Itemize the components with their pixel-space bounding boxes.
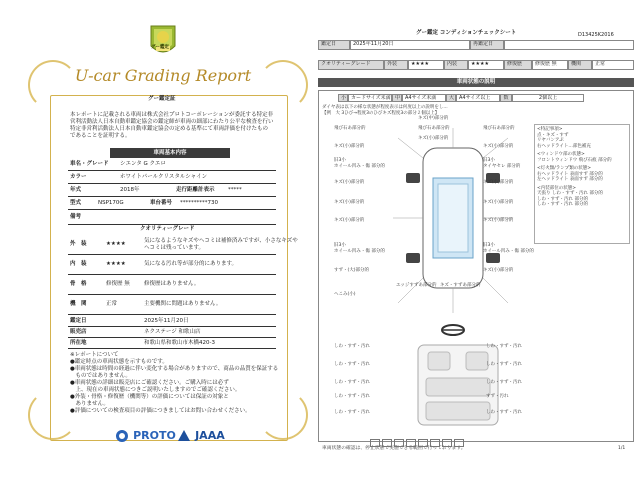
damage-label: キズ(小)部分的 [483,180,514,185]
interior-label: しわ・すず・汚れ [334,362,371,367]
damage-label: キズ(小)部分的 [483,144,514,149]
size-key: 大 [446,94,456,102]
special-line: <内装部位の状態> [537,185,577,191]
goo-badge-icon [148,24,178,58]
certificate-notes [70,352,278,415]
interior-label: しわ・すず・汚れ [486,380,523,385]
doc-number: D13425K2016 [578,32,614,38]
damage-label: 旧3小 ホイール凹み・傷 部分的 [334,243,385,254]
interior-diagram [408,340,508,434]
intro-line: 営利活動法人日本自動車鑑定協会の鑑定師が車両の細部にわたり公平な検査を行い [70,119,274,125]
certificate-subtitle: グー鑑定証 [148,96,176,102]
checkbox-icon [430,439,440,447]
ornament-corner-icon [28,60,78,110]
issue-row [68,339,276,349]
row-label: 型式 [70,200,82,206]
grade-key: 機関 [568,60,592,70]
checkbox-icon [382,439,392,447]
interior-label: すず・汚れ [486,394,509,399]
grading-certificate [8,0,308,480]
page-number: 1/1 [618,446,626,451]
size-value: カードサイズ未満 [348,94,392,102]
row-label: 年式 [70,187,82,193]
checkbox-icon [442,439,452,447]
special-line: 天張り しわ・すず・汚れ 部分的 [537,191,603,196]
quality-grade-label: クオリティーグレード [318,60,384,70]
footer-boxes [370,432,466,451]
issue-label: 所在地 [70,340,87,346]
damage-label: キズ(小)部分的 [418,136,449,141]
note-line: ●鑑定時点の車両状態を示すものです。 [70,359,168,365]
checkbox-icon [454,439,464,447]
size-key: 中 [392,94,402,102]
interior-label: しわ・すず・汚れ [486,410,523,415]
quality-label: 外 装 [70,241,87,247]
damage-label: 旧3小 ホイール凹み・傷 部分的 [334,158,385,169]
size-value: 2個以上 [512,94,584,102]
quality-stars: ★★★★ [106,241,126,247]
row-value: ***** [228,187,242,193]
row-label: 走行距離計表示 [176,187,215,193]
size-value: A4サイズ未満 [402,94,446,102]
footer-note: 車両状態の確認は、停止状態で実施できる範囲で行っております。 [322,446,466,451]
interior-label: しわ・すず・汚れ [486,344,523,349]
quality-desc: 気になるようなキズやヘコミは補修済みですが、小さなキズや ヘコミは残っています。 [144,238,298,251]
checkbox-icon [406,439,416,447]
row-value: ホワイトパールクリスタルシャイン [120,174,208,180]
checkbox-icon [370,439,380,447]
damage-label: キズ(小)部分的 [334,200,365,205]
date-value: 2025年11月20日 [350,40,470,50]
damage-label: 旧3小 タイヤセレ 部分的 [483,158,521,169]
interior-label: しわ・すず・汚れ [334,394,371,399]
special-line: 左ヘッドライト 表面すず 部分的 [537,177,603,182]
date-label: 鑑定日 [318,40,350,50]
intro-text [70,112,274,140]
vehicle-row [68,159,276,171]
special-notes [534,124,630,244]
note-line: ●外装・骨格・修復歴（機関等）の評価については保証の対象と [70,394,229,400]
intro-line: 本レポートに記載される車両は株式会社プロトコーポレーションが委託する特定非 [70,112,274,118]
quality-desc: 気になる汚れ等が部分的にあります。 [144,261,238,267]
row-value: **********730 [180,200,218,206]
issue-row [68,317,276,327]
intro-line: 特定非営利活動法人日本自動車鑑定協会の定める基準にて車両評価を付けたもの [70,126,269,132]
quality-stars: 修復歴 無 [106,281,130,287]
grade-key: 内装 [444,60,468,70]
note-line: ものではありません。 [70,373,131,379]
legend-line: 【例 大 3ひび→程度3のひびキズ程度3の部分２個以上】 [322,111,440,116]
size-key: 小 [338,94,348,102]
interior-label: しわ・すず・汚れ [334,410,371,415]
proto-logo-text: PROTO [133,429,176,442]
row-value: NSP170G [98,200,124,206]
interior-label: しわ・すず・汚れ [486,362,523,367]
damage-label: キズ(小)部分的 [334,144,365,149]
proto-logo [116,425,176,444]
grade-key: 修復歴 [504,60,532,70]
damage-label: 飛び石あ部分的 [334,126,366,131]
special-title: <特記事項> [537,127,563,132]
note-line: ●車両状態の詳細は販売店にご確認ください。ご購入時には必ず [70,380,229,386]
quality-row [68,256,276,275]
damage-label: ヘこみ(小) [334,292,356,297]
damage-label: エッジすずあ部分的 [396,283,437,288]
grade-key: 外装 [384,60,408,70]
jaaa-logo [178,425,225,444]
special-line: 点・キズ・すず [537,132,569,138]
quality-row [68,236,298,255]
jaaa-logo-icon [178,430,190,441]
vehicle-row [68,185,276,197]
special-line: <灯火類/ランプ類の状態> [537,166,592,171]
damage-label: キズ(小)部分的 [483,268,514,273]
grade-value: 修復歴 無 [532,60,568,70]
quality-stars: ★★★★ [106,261,126,267]
row-label: 車台番号 [150,200,173,206]
quality-row [68,296,276,315]
vehicle-row [68,211,276,225]
size-value: A4サイズ以上 [456,94,500,102]
badge-text: グー鑑定 [151,45,169,50]
quality-desc: 修復歴はありません。 [144,281,200,287]
intro-line: であることを証明する。 [70,133,131,139]
special-line: 右ヘッドライト 表面すず 部分的 [537,171,603,177]
damage-label: キズ(中)部分的 [418,116,449,121]
steering-wheel-icon [440,322,466,341]
quality-stars: 正常 [106,301,118,307]
redate-label: 再鑑定日 [470,40,504,50]
vehicle-section-header: 車両基本内容 [110,148,230,158]
special-line: リヤバンアぷ [537,138,564,143]
interior-label: しわ・すず・汚れ [334,380,371,385]
report-title: U-car Grading Report [74,66,252,85]
sheet-title: グー鑑定 コンディションチェックシート [416,30,517,36]
ornament-corner-icon [258,60,308,110]
quality-label: 機 関 [70,301,87,307]
row-value: 2018年 [120,187,140,193]
issue-label: 販売店 [70,329,87,335]
issue-value: 和歌山県和歌山市木橋420-3 [144,340,215,346]
checkbox-icon [418,439,428,447]
grade-value: ★★★★ [468,60,504,70]
note-line: ありません。 [70,401,109,407]
quality-label: 内 装 [70,261,87,267]
issue-label: 鑑定日 [70,318,87,324]
checkbox-icon [394,439,404,447]
legend-line: ダイヤ表は以下の様な状態が程度表示は何度以上の説明をし... [322,105,448,110]
special-line: しわ・すず・汚れ 部分的 [537,202,588,207]
row-label: 備考 [70,214,82,220]
note-line: ※レポートについて [70,352,119,358]
quality-label: 骨 格 [70,281,87,287]
note-line: ●車両状態は時間の経過に伴い変化する場合がありますので、商品の品質を保証する [70,366,279,372]
jaaa-logo-text: JAAA [195,429,225,442]
condition-check-sheet [318,28,638,478]
damage-label: キズ(小)部分的 [483,218,514,223]
issue-row [68,328,276,338]
damage-label: 旧3小 ホイール凹み・傷 部分的 [483,243,534,254]
grade-value: 正常 [592,60,634,70]
special-line: しわ・すず・汚れ 部分的 [537,196,588,202]
grade-value: ★★★★ [408,60,444,70]
damage-label: 飛び石あ部分的 [418,126,450,131]
redate-value [504,40,634,50]
damage-label: キズ(小)部分的 [483,200,514,205]
damage-label: キズ(小)部分的 [334,180,365,185]
damage-label: 飛び石あ部分的 [483,126,515,131]
row-label: カラー [70,174,87,180]
special-line: <ウィンドウ部の状態> [537,152,585,157]
special-line: 右ヘッドライト…部色補充 [537,143,591,149]
proto-logo-icon [116,430,128,442]
damage-label: キズ(小)部分的 [334,218,365,223]
size-key: 数 [500,94,512,102]
quality-row [68,276,276,295]
quality-section-header: クオリティーグレード [140,226,195,232]
interior-label: しわ・すず・汚れ [334,344,371,349]
special-line: フロントウィンドウ 飛び石痕 部分的 [537,157,612,163]
note-line: ●評価についての検査項目の評価につきましてはお問い合わせください。 [70,408,251,414]
issue-value: 2025年11月20日 [144,318,189,324]
row-label: 車名・グレード [70,161,109,167]
vehicle-desc-header: 車両状態の説明 [318,78,634,87]
issue-value: ネクステージ 和歌山店 [144,329,201,335]
vehicle-row [68,172,276,184]
quality-desc: 主要機関に問題はありません。 [144,301,222,307]
note-line: 上、現在の車両状態につきご説明いたしますのでご確認ください。 [70,387,241,393]
damage-label: すず・(大)部分的 [334,268,370,273]
vehicle-row [68,198,276,210]
row-value: シエンタ G クエロ [120,161,166,167]
damage-label: キズ・すずあ部分的 [440,283,481,288]
